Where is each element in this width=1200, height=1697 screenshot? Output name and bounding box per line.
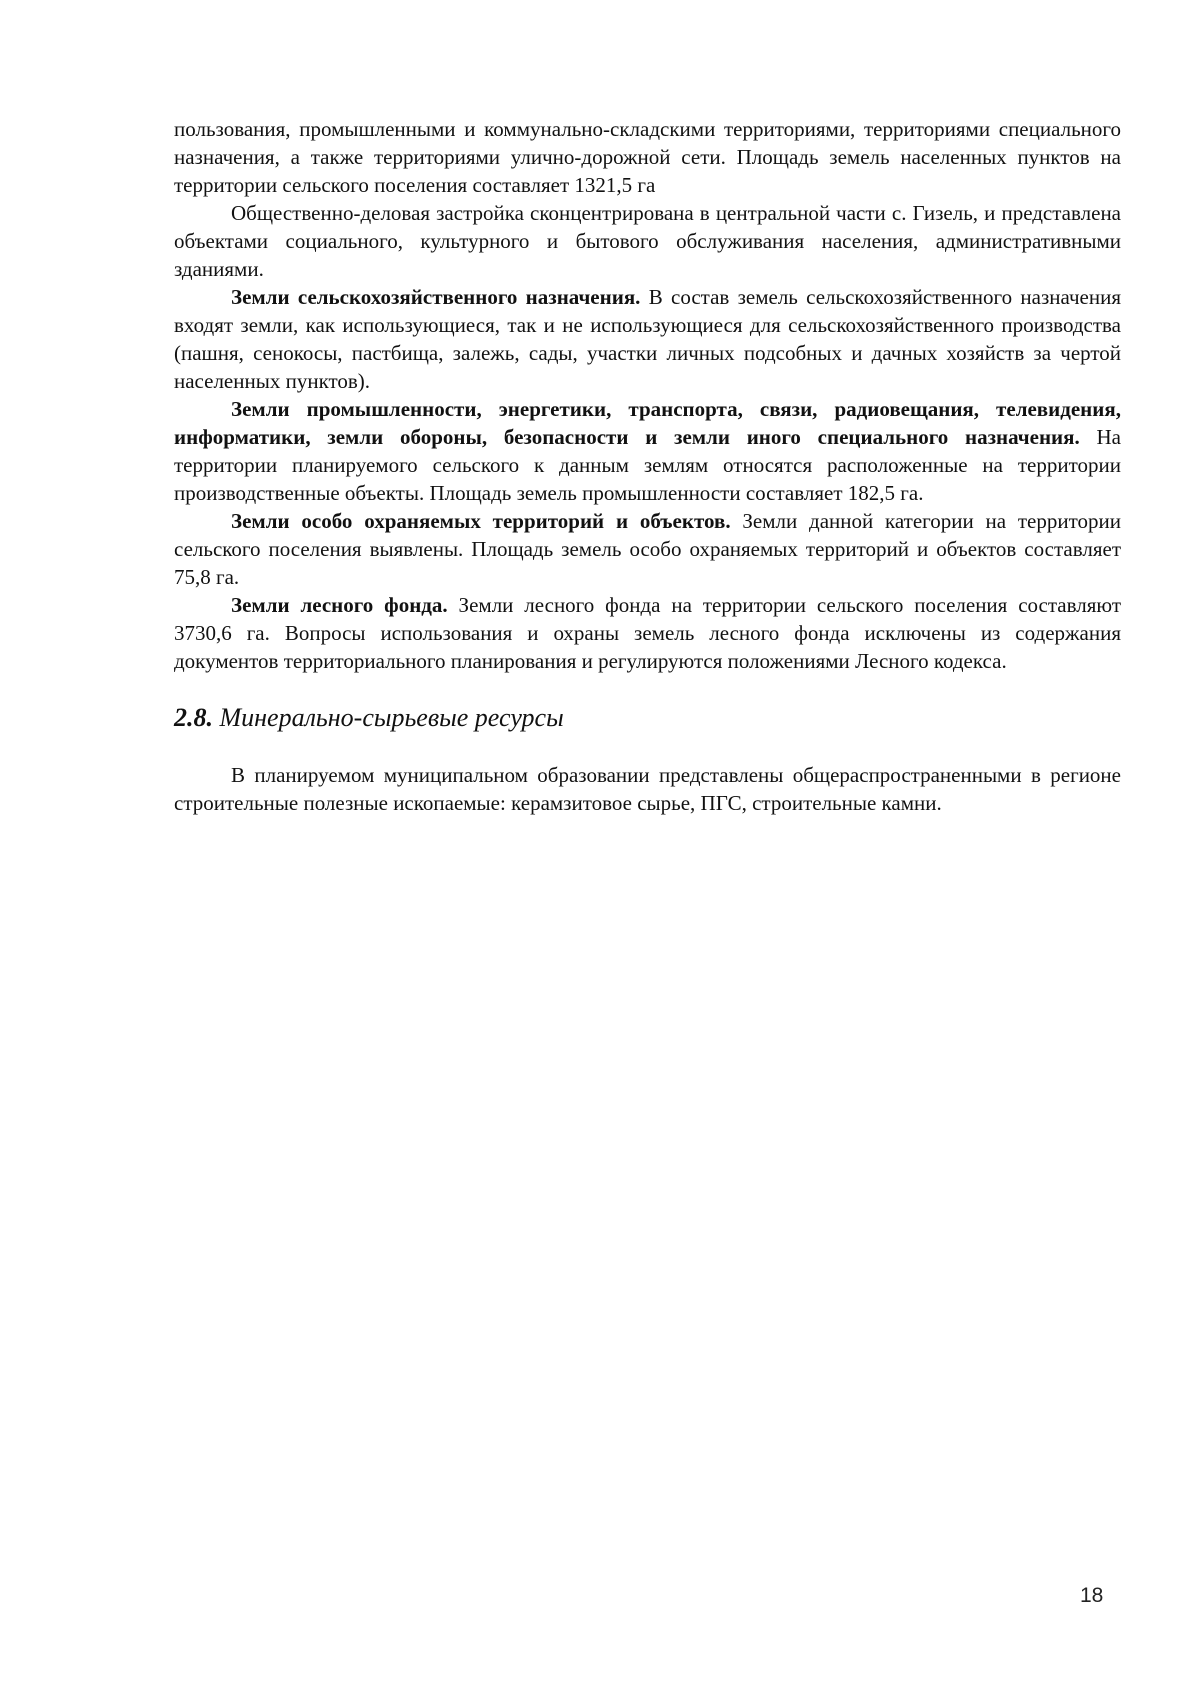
paragraph-industrial-lands bbox=[174, 395, 1121, 507]
paragraph-forest-lands bbox=[174, 591, 1121, 675]
section-title: Минерально-сырьевые ресурсы bbox=[213, 703, 564, 732]
paragraph-agricultural-lands bbox=[174, 283, 1121, 395]
forest-lands-lead: Земли лесного фонда. bbox=[231, 593, 448, 617]
paragraph-settlement-lands: пользования, промышленными и коммунально-складскими территориями, территориями специального назначения, а также территориями улично-дорожной сети. Площадь земель населенных пунктов на территории сельского поселения составляет 1321,5 га bbox=[174, 117, 1121, 197]
protected-lands-text: Земли данной категории на территории сельского поселения выявлены. Площадь земель особо охраняемых территорий и объектов составляет 75,8 га. bbox=[174, 509, 1121, 589]
agricultural-lands-text: В состав земель сельскохозяйственного назначения входят земли, как использующиеся, так и не использующиеся для сельскохозяйственного производства (пашня, сенокосы, пастбища, залежь, сады, участки личных подсобных и дачных хозяйств за чертой населенных пунктов). bbox=[174, 285, 1121, 393]
industrial-lands-lead: Земли промышленности, энергетики, транспорта, связи, радиовещания, телевидения, информатики, земли обороны, безопасности и земли иного специального назначения. bbox=[174, 397, 1121, 449]
section-number: 2.8. bbox=[174, 703, 213, 732]
paragraph-protected-lands bbox=[174, 507, 1121, 591]
forest-lands-text: Земли лесного фонда на территории сельского поселения составляют 3730,6 га. Вопросы использования и охраны земель лесного фонда исключены из содержания документов территориального планирования и регулируются положениями Лесного кодекса. bbox=[174, 593, 1121, 673]
document-page bbox=[174, 115, 1121, 817]
section-heading bbox=[174, 700, 1121, 736]
paragraph-mineral-resources: В планируемом муниципальном образовании представлены общераспространенными в регионе строительные полезные ископаемые: керамзитовое сырье, ПГС, строительные камни. bbox=[174, 763, 1121, 815]
agricultural-lands-lead: Земли сельскохозяйственного назначения. bbox=[231, 285, 641, 309]
page-number: 18 bbox=[1080, 1584, 1104, 1607]
paragraph-public-business-development: Общественно-деловая застройка сконцентрирована в центральной части с. Гизель, и представлена объектами социального, культурного и бытового обслуживания населения, административными зданиями. bbox=[174, 201, 1121, 281]
industrial-lands-text: На территории планируемого сельского к данным землям относятся расположенные на территории производственные объекты. Площадь земель промышленности составляет 182,5 га. bbox=[174, 425, 1121, 505]
protected-lands-lead: Земли особо охраняемых территорий и объектов. bbox=[231, 509, 731, 533]
